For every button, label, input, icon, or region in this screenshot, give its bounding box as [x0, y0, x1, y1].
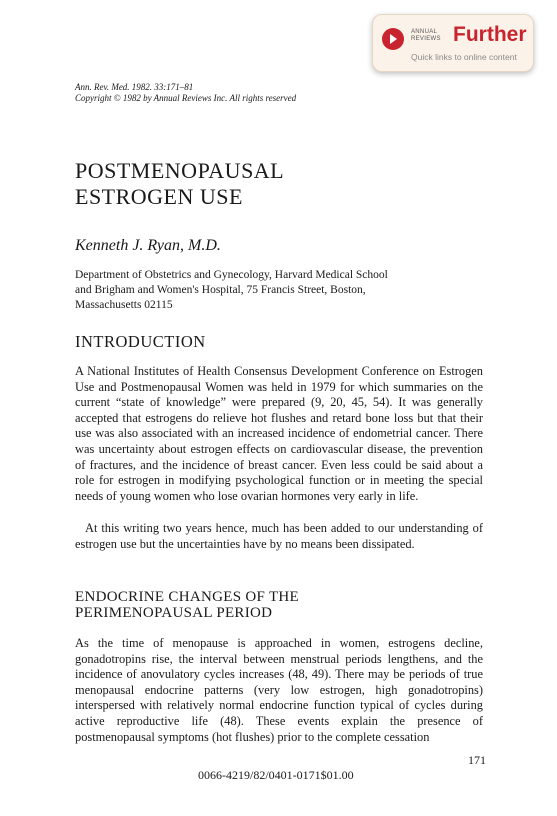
affiliation: Department of Obstetrics and Gynecology, Harvard Medical School and Brigham and Women's Hospital, 75 Francis Street, Boston, Massachusetts 02115	[75, 269, 388, 311]
paragraph-intro-1: A National Institutes of Health Consensus Development Conference on Estrogen Use and Postmenopausal Women was held in 1979 for which summaries on the current “state of knowledge” were prepared (9, 20, 45, 54). It was generally accepted that estrogens do relieve hot flushes and retard bone loss but that their use was also associated with an increased incidence of endometrial cancer. There was uncertainty about estrogen effects on cardiovascular disease, the prevention of fractures, and the incidence of breast cancer. Even less could be said about a role for estrogen in modifying psychological function or in meeting the special needs of young women who lose ovarian hormones very early in life.	[75, 364, 483, 503]
badge-further-label: Further	[453, 23, 527, 46]
article-title: POSTMENOPAUSAL ESTROGEN USE	[75, 158, 285, 209]
annual-reviews-further-badge[interactable]	[372, 14, 534, 72]
journal-header	[75, 82, 296, 104]
badge-subtitle: Quick links to online content	[411, 52, 517, 62]
paragraph-endocrine-1: As the time of menopause is approached in women, estrogens decline, gonadotropins rise, the interval between menstrual periods lengthens, and the incidence of anovulatory cycles increases (48, 49). There may be periods of true menopausal endocrine patterns (very low estrogen, high gonadotropins) interspersed with relatively normal endocrine function typical of cycles during active reproductive life (48). These events explain the presence of postmenopausal symptoms (hot flushes) prior to the complete cessation	[75, 636, 483, 744]
section-heading-endocrine: ENDOCRINE CHANGES OF THE PERIMENOPAUSAL PERIOD	[75, 589, 300, 621]
author: Kenneth J. Ryan, M.D.	[75, 237, 221, 254]
copyright: Copyright © 1982 by Annual Reviews Inc. All rights reserved	[75, 93, 297, 103]
page-number: 171	[468, 753, 486, 767]
section-heading-introduction: INTRODUCTION	[75, 332, 206, 351]
citation: Ann. Rev. Med. 1982. 33:171–81	[75, 82, 194, 92]
badge-annual-reviews-label: ANNUAL REVIEWS	[411, 29, 441, 42]
paragraph-intro-2: At this writing two years hence, much has been added to our understanding of estrogen use but the uncertainties have by no means been dissipated.	[75, 521, 483, 551]
article-code: 0066-4219/82/0401-0171$01.00	[198, 768, 354, 782]
annual-reviews-play-logo-icon	[382, 28, 404, 50]
